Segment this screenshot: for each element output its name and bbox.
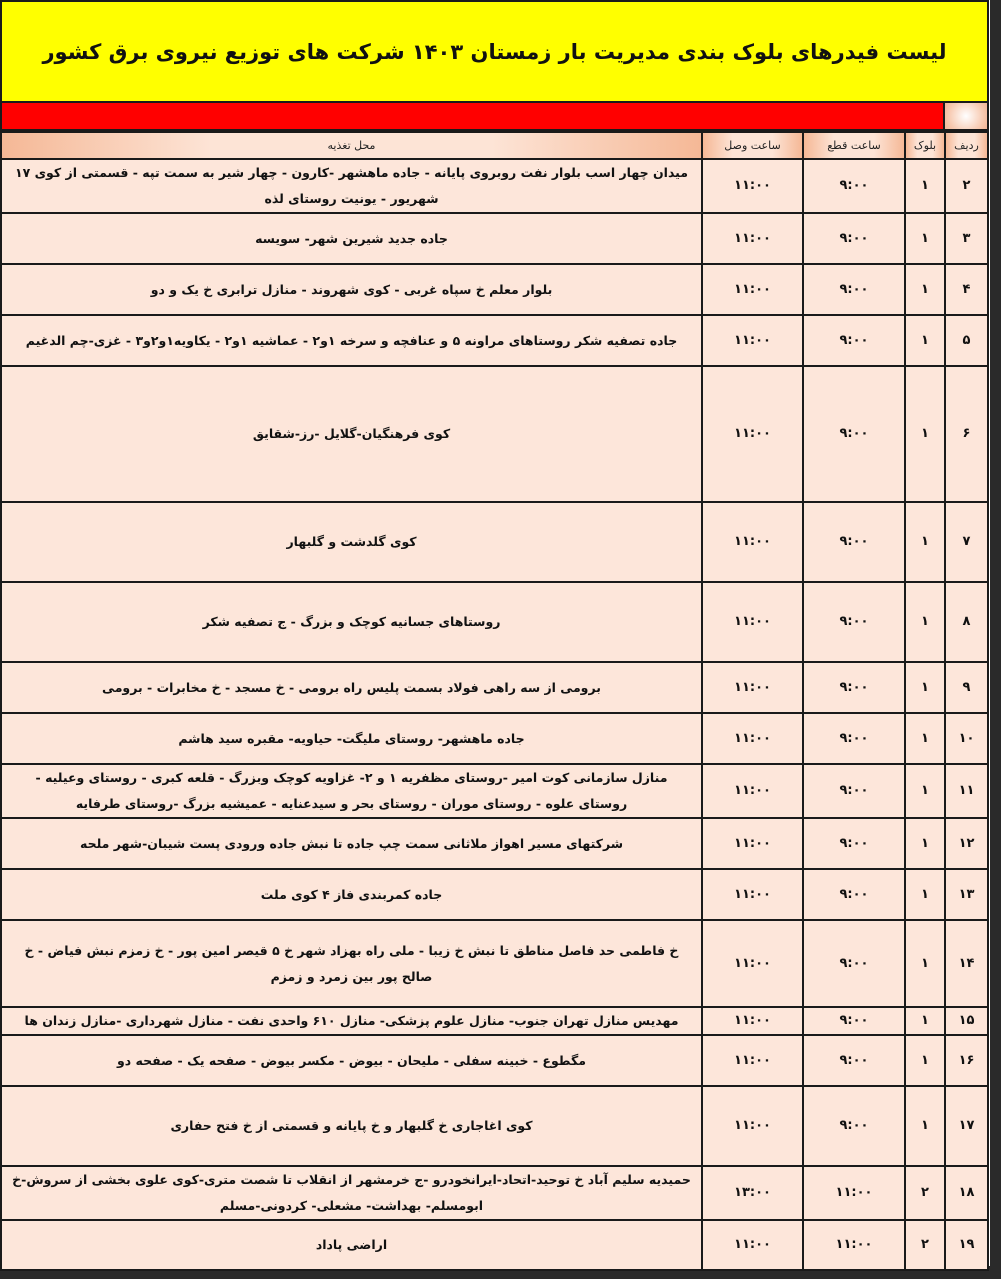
location-cell: میدان چهار اسب بلوار نفت روبروی پایانه - جاده ماهشهر -کارون - چهار شیر به سمت تپه - قسمتی از کوی ۱۷ شهریور - یونیت روستای لذه xyxy=(1,159,702,213)
cut-time-cell: ۹:۰۰ xyxy=(803,869,905,920)
table-row xyxy=(1,1166,988,1220)
row-number-cell: ۸ xyxy=(945,582,988,662)
block-cell: ۱ xyxy=(905,920,945,1007)
connect-time-cell: ۱۱:۰۰ xyxy=(702,502,803,582)
connect-time-cell: ۱۱:۰۰ xyxy=(702,159,803,213)
block-cell: ۱ xyxy=(905,213,945,264)
block-cell: ۱ xyxy=(905,662,945,713)
connect-time-cell: ۱۱:۰۰ xyxy=(702,264,803,315)
row-number-cell: ۷ xyxy=(945,502,988,582)
location-cell: شرکتهای مسیر اهواز ملاثانی سمت چپ جاده تا نبش جاده ورودی پست شیبان-شهر ملحه xyxy=(1,818,702,869)
block-cell: ۱ xyxy=(905,764,945,818)
cut-time-cell: ۹:۰۰ xyxy=(803,264,905,315)
row-number-cell: ۱۰ xyxy=(945,713,988,764)
table-row xyxy=(1,582,988,662)
table-row xyxy=(1,764,988,818)
header-location: محل تغذیه xyxy=(1,132,702,159)
block-cell: ۲ xyxy=(905,1166,945,1220)
block-cell: ۱ xyxy=(905,1035,945,1086)
block-cell: ۱ xyxy=(905,315,945,366)
connect-time-cell: ۱۱:۰۰ xyxy=(702,1035,803,1086)
row-number-cell: ۱۲ xyxy=(945,818,988,869)
location-cell: کوی گلدشت و گلبهار xyxy=(1,502,702,582)
row-number-cell: ۶ xyxy=(945,366,988,502)
connect-time-cell: ۱۱:۰۰ xyxy=(702,213,803,264)
connect-time-cell: ۱۱:۰۰ xyxy=(702,1086,803,1166)
connect-time-cell: ۱۱:۰۰ xyxy=(702,366,803,502)
table-row xyxy=(1,869,988,920)
table-row xyxy=(1,213,988,264)
block-cell: ۱ xyxy=(905,582,945,662)
connect-time-cell: ۱۱:۰۰ xyxy=(702,818,803,869)
table-header-row xyxy=(1,132,988,159)
table-row xyxy=(1,1035,988,1086)
connect-time-cell: ۱۱:۰۰ xyxy=(702,713,803,764)
cut-time-cell: ۹:۰۰ xyxy=(803,1035,905,1086)
block-cell: ۱ xyxy=(905,264,945,315)
row-number-cell: ۱۱ xyxy=(945,764,988,818)
connect-time-cell: ۱۱:۰۰ xyxy=(702,920,803,1007)
location-cell: حمیدیه سلیم آباد خ توحید-اتحاد-ایرانخودرو -ج خرمشهر از انقلاب تا شصت متری-کوی علوی بخشی از سروش-خ ابومسلم- بهداشت- مشعلی- کردونی-مسلم xyxy=(1,1166,702,1220)
location-cell: جاده تصفیه شکر روستاهای مراونه ۵ و عنافچه و سرخه ۱و۲ - عماشیه ۱و۲ - یکاویه۱و۲و۳ - غزی-چم الدغیم xyxy=(1,315,702,366)
row-number-cell: ۱۵ xyxy=(945,1007,988,1035)
cut-time-cell: ۹:۰۰ xyxy=(803,764,905,818)
cut-time-cell: ۹:۰۰ xyxy=(803,213,905,264)
table-row xyxy=(1,818,988,869)
page-title: لیست فیدرهای بلوک بندی مدیریت بار زمستان ۱۴۰۳ شرکت های توزیع نیروی برق کشور xyxy=(42,39,947,64)
connect-time-cell: ۱۱:۰۰ xyxy=(702,662,803,713)
table-row xyxy=(1,1220,988,1270)
row-number-cell: ۲ xyxy=(945,159,988,213)
block-cell: ۱ xyxy=(905,818,945,869)
location-cell: کوی اغاجاری خ گلبهار و خ پایانه و قسمتی از خ فتح حفاری xyxy=(1,1086,702,1166)
block-cell: ۱ xyxy=(905,869,945,920)
location-cell: مگطوع - خبینه سفلی - ملیحان - بیوض - مکسر بیوض - صفحه یک - صفحه دو xyxy=(1,1035,702,1086)
connect-time-cell: ۱۱:۰۰ xyxy=(702,582,803,662)
connect-time-cell: ۱۱:۰۰ xyxy=(702,1007,803,1035)
cut-time-cell: ۹:۰۰ xyxy=(803,713,905,764)
location-cell: بلوار معلم خ سپاه غربی - کوی شهروند - منازل ترابری خ یک و دو xyxy=(1,264,702,315)
cut-time-cell: ۹:۰۰ xyxy=(803,920,905,1007)
header-block: بلوک xyxy=(905,132,945,159)
table-row xyxy=(1,920,988,1007)
location-cell: اراضی پاداد xyxy=(1,1220,702,1270)
cut-time-cell: ۹:۰۰ xyxy=(803,818,905,869)
location-cell: جاده جدید شیرین شهر- سویسه xyxy=(1,213,702,264)
row-number-cell: ۱۴ xyxy=(945,920,988,1007)
header-connect-time: ساعت وصل xyxy=(702,132,803,159)
connect-time-cell: ۱۱:۰۰ xyxy=(702,315,803,366)
cut-time-cell: ۹:۰۰ xyxy=(803,502,905,582)
location-cell: مهدیس منازل تهران جنوب- منازل علوم پزشکی- منازل ۶۱۰ واحدی نفت - منازل شهرداری -منازل زندان ها xyxy=(1,1007,702,1035)
table-row xyxy=(1,1007,988,1035)
cut-time-cell: ۹:۰۰ xyxy=(803,662,905,713)
corner-cell xyxy=(945,103,989,131)
row-number-cell: ۳ xyxy=(945,213,988,264)
location-cell: منازل سازمانی کوت امیر -روستای مظفریه ۱ و ۲- غزاویه کوچک وبزرگ - قلعه کبری - روستای وعیلیه - روستای علوه - روستای موران - روستای بحر و سیدعنایه - عمیشیه بزرگ -روستای طرفایه xyxy=(1,764,702,818)
row-number-cell: ۵ xyxy=(945,315,988,366)
location-cell: کوی فرهنگیان-گلایل -رز-شقایق xyxy=(1,366,702,502)
row-number-cell: ۱۹ xyxy=(945,1220,988,1270)
header-row-number: ردیف xyxy=(945,132,988,159)
row-number-cell: ۱۸ xyxy=(945,1166,988,1220)
connect-time-cell: ۱۱:۰۰ xyxy=(702,1220,803,1270)
block-cell: ۱ xyxy=(905,159,945,213)
table-row xyxy=(1,713,988,764)
feeder-schedule-table xyxy=(0,131,989,1271)
block-cell: ۱ xyxy=(905,502,945,582)
table-row xyxy=(1,1086,988,1166)
block-cell: ۱ xyxy=(905,1007,945,1035)
table-row xyxy=(1,502,988,582)
location-cell: خ فاطمی حد فاصل مناطق تا نبش خ زیبا - ملی راه بهزاد شهر خ ۵ قیصر امین پور - خ زمزم نبش فیاض - خ صالح پور بین زمرد و زمزم xyxy=(1,920,702,1007)
row-number-cell: ۴ xyxy=(945,264,988,315)
location-cell: جاده ماهشهر- روستای ملیگت- حیاویه- مقبره سید هاشم xyxy=(1,713,702,764)
cut-time-cell: ۱۱:۰۰ xyxy=(803,1166,905,1220)
table-row xyxy=(1,264,988,315)
row-number-cell: ۹ xyxy=(945,662,988,713)
block-cell: ۱ xyxy=(905,713,945,764)
title-banner xyxy=(0,0,989,103)
row-number-cell: ۱۶ xyxy=(945,1035,988,1086)
cut-time-cell: ۹:۰۰ xyxy=(803,1086,905,1166)
connect-time-cell: ۱۱:۰۰ xyxy=(702,764,803,818)
table-row xyxy=(1,159,988,213)
block-cell: ۱ xyxy=(905,1086,945,1166)
cut-time-cell: ۹:۰۰ xyxy=(803,1007,905,1035)
location-cell: برومی از سه راهی فولاد بسمت پلیس راه برومی - خ مسجد - خ مخابرات - برومی xyxy=(1,662,702,713)
connect-time-cell: ۱۱:۰۰ xyxy=(702,869,803,920)
block-cell: ۱ xyxy=(905,366,945,502)
cut-time-cell: ۱۱:۰۰ xyxy=(803,1220,905,1270)
red-separator-bar xyxy=(0,103,945,131)
cut-time-cell: ۹:۰۰ xyxy=(803,315,905,366)
cut-time-cell: ۹:۰۰ xyxy=(803,159,905,213)
row-number-cell: ۱۷ xyxy=(945,1086,988,1166)
table-row xyxy=(1,315,988,366)
location-cell: جاده کمربندی فاز ۴ کوی ملت xyxy=(1,869,702,920)
table-row xyxy=(1,366,988,502)
location-cell: روستاهای جسانیه کوچک و بزرگ - ج تصفیه شکر xyxy=(1,582,702,662)
cut-time-cell: ۹:۰۰ xyxy=(803,582,905,662)
block-cell: ۲ xyxy=(905,1220,945,1270)
table-row xyxy=(1,662,988,713)
cut-time-cell: ۹:۰۰ xyxy=(803,366,905,502)
header-cut-time: ساعت قطع xyxy=(803,132,905,159)
connect-time-cell: ۱۳:۰۰ xyxy=(702,1166,803,1220)
row-number-cell: ۱۳ xyxy=(945,869,988,920)
